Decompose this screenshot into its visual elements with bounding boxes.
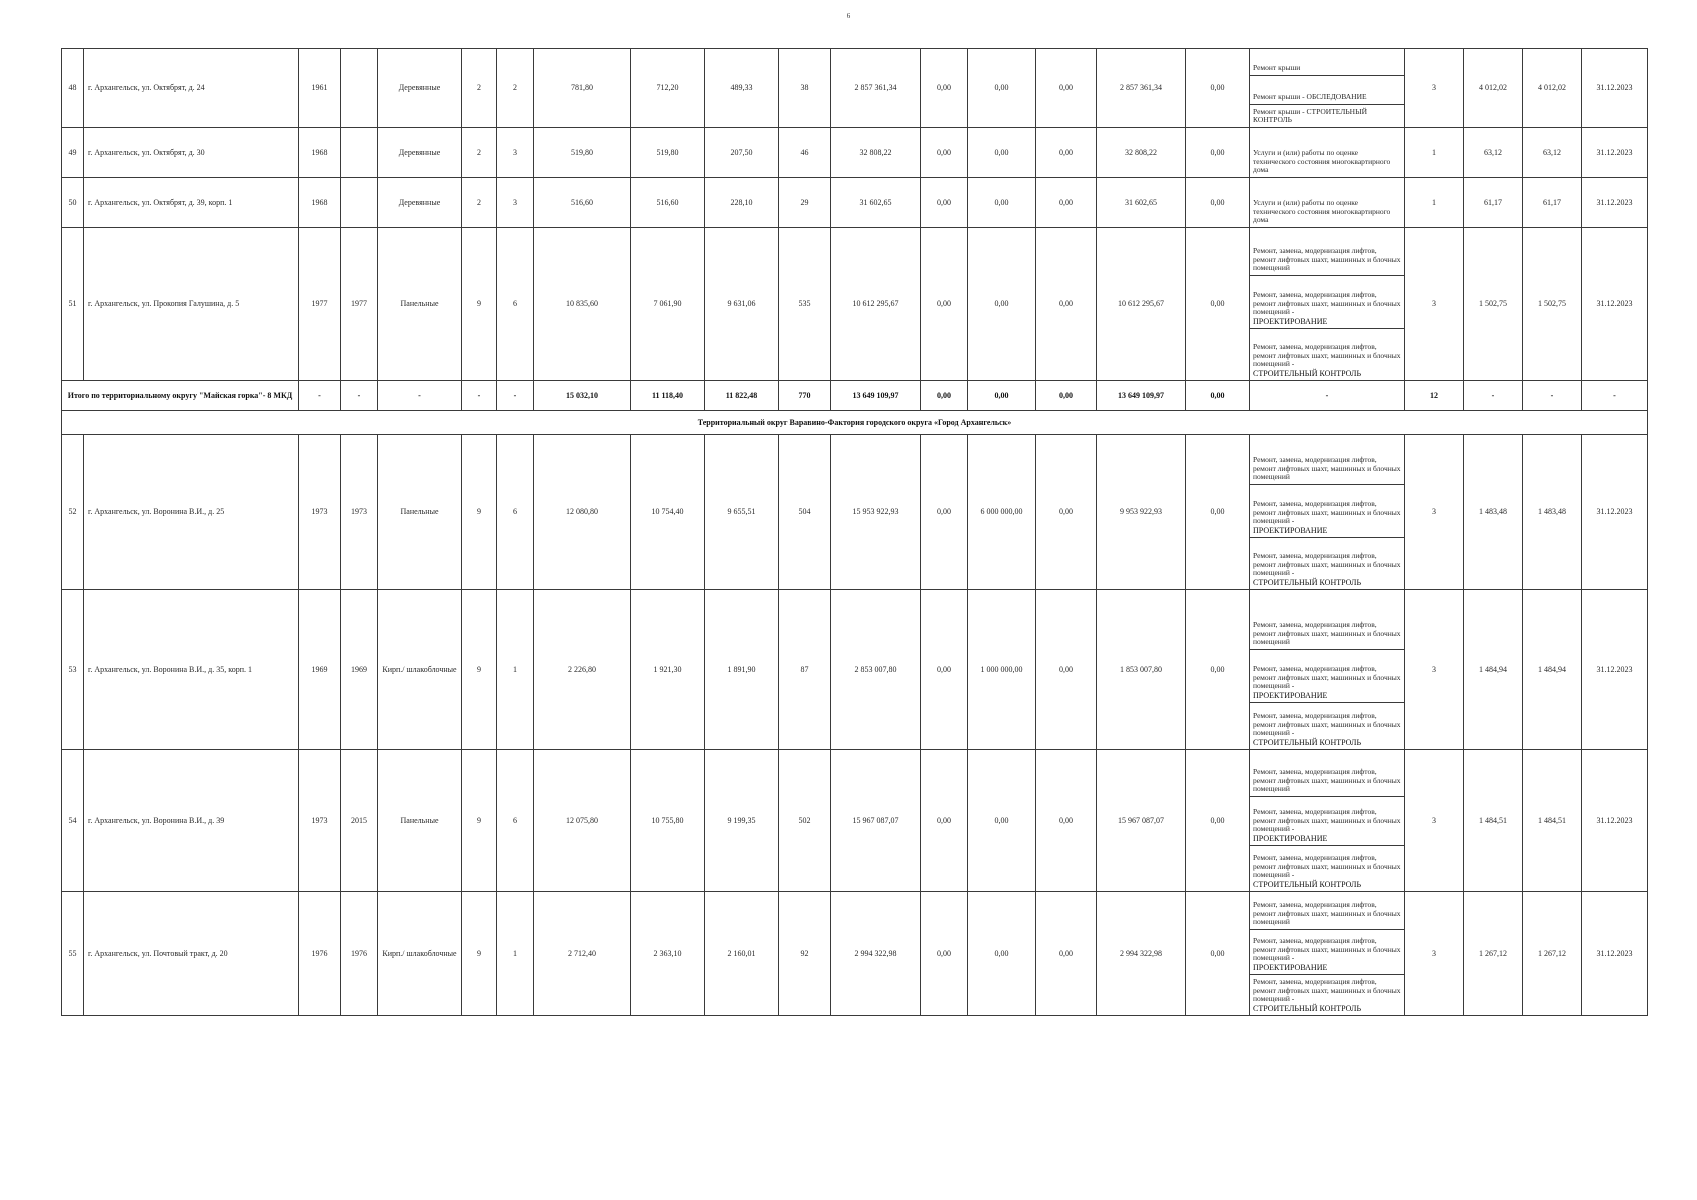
deadline: 31.12.2023	[1582, 892, 1648, 1016]
row-number: 48	[62, 49, 84, 128]
subtotal-dash: -	[462, 381, 497, 411]
work-stage-label: СТРОИТЕЛЬНЫЙ КОНТРОЛЬ	[1253, 879, 1362, 889]
work-type-cell	[1250, 76, 1405, 105]
work-type-description: Ремонт, замена, модернизация лифтов, ремонт лифтовых шахт, машинных и блочных помещений -	[1253, 806, 1401, 834]
work-type-cell	[1250, 49, 1405, 76]
row-number: 54	[62, 750, 84, 892]
floor-count: 9	[462, 892, 497, 1016]
unit-cost-max: 1 483,48	[1523, 435, 1582, 590]
work-type-cell	[1250, 178, 1405, 228]
unit-cost: 1 484,94	[1464, 590, 1523, 750]
cost-total: 10 612 295,67	[831, 228, 921, 381]
resident-count: 46	[779, 128, 831, 178]
work-type-cell	[1250, 846, 1405, 892]
resident-count: 535	[779, 228, 831, 381]
area-total: 12 080,80	[534, 435, 631, 590]
work-stage-label: СТРОИТЕЛЬНЫЙ КОНТРОЛЬ	[1253, 737, 1362, 747]
area-common: 9 655,51	[705, 435, 779, 590]
cost-fund: 0,00	[921, 590, 968, 750]
cost-owners: 32 808,22	[1097, 128, 1186, 178]
cost-local: 0,00	[1036, 892, 1097, 1016]
table-row	[62, 590, 1648, 650]
work-stage-label: СТРОИТЕЛЬНЫЙ КОНТРОЛЬ	[1253, 368, 1362, 378]
row-number: 51	[62, 228, 84, 381]
area-living: 516,60	[631, 178, 705, 228]
work-count: 3	[1405, 892, 1464, 1016]
resident-count: 29	[779, 178, 831, 228]
cost-owners: 31 602,65	[1097, 178, 1186, 228]
cost-fund: 0,00	[921, 892, 968, 1016]
work-stage-label: ПРОЕКТИРОВАНИЕ	[1253, 316, 1328, 326]
deadline: 31.12.2023	[1582, 435, 1648, 590]
cost-total: 31 602,65	[831, 178, 921, 228]
unit-cost-max: 4 012,02	[1523, 49, 1582, 128]
cost-fund: 0,00	[921, 49, 968, 128]
address: г. Архангельск, ул. Октябрят, д. 24	[84, 49, 299, 128]
area-common: 9 631,06	[705, 228, 779, 381]
work-type-cell	[1250, 703, 1405, 750]
deadline: 31.12.2023	[1582, 128, 1648, 178]
row-number: 52	[62, 435, 84, 590]
cost-owners: 15 967 087,07	[1097, 750, 1186, 892]
cost-local: 0,00	[1036, 750, 1097, 892]
work-stage-label: ПРОЕКТИРОВАНИЕ	[1253, 690, 1328, 700]
work-type-description: Ремонт крыши - СТРОИТЕЛЬНЫЙ КОНТРОЛЬ	[1253, 106, 1368, 125]
year-renovation: 2015	[341, 750, 378, 892]
work-count: 1	[1405, 128, 1464, 178]
area-total: 519,80	[534, 128, 631, 178]
unit-cost-max: 1 484,51	[1523, 750, 1582, 892]
area-common: 489,33	[705, 49, 779, 128]
floor-count: 9	[462, 228, 497, 381]
table-row	[62, 435, 1648, 485]
cost-owners: 2 994 322,98	[1097, 892, 1186, 1016]
work-type-description: Ремонт, замена, модернизация лифтов, ремонт лифтовых шахт, машинных и блочных помещений	[1253, 767, 1401, 794]
work-type-description: Ремонт, замена, модернизация лифтов, ремонт лифтовых шахт, машинных и блочных помещений	[1253, 620, 1401, 647]
cost-other: 0,00	[1186, 435, 1250, 590]
table-row	[62, 178, 1648, 228]
area-total: 12 075,80	[534, 750, 631, 892]
area-total: 2 226,80	[534, 590, 631, 750]
subtotal-dash: -	[1523, 381, 1582, 411]
work-count: 3	[1405, 228, 1464, 381]
section-heading-row	[62, 411, 1648, 435]
wall-material: Кирп./ шлакоблочные	[378, 590, 462, 750]
entrance-count: 3	[497, 128, 534, 178]
year-renovation: 1976	[341, 892, 378, 1016]
subtotal-area-living: 11 118,40	[631, 381, 705, 411]
cost-local: 0,00	[1036, 228, 1097, 381]
cost-local: 0,00	[1036, 178, 1097, 228]
year-renovation: 1973	[341, 435, 378, 590]
year-renovation	[341, 49, 378, 128]
work-type-cell	[1250, 435, 1405, 485]
work-type-description: Ремонт крыши	[1253, 63, 1301, 73]
cost-budget: 6 000 000,00	[968, 435, 1036, 590]
year-renovation: 1969	[341, 590, 378, 750]
work-type-description: Услуги и (или) работы по оценке технического состояния многоквартирного дома	[1253, 148, 1391, 175]
unit-cost-max: 61,17	[1523, 178, 1582, 228]
area-total: 516,60	[534, 178, 631, 228]
work-type-cell	[1250, 105, 1405, 128]
work-type-cell	[1250, 930, 1405, 975]
area-common: 9 199,35	[705, 750, 779, 892]
cost-fund: 0,00	[921, 128, 968, 178]
row-number: 49	[62, 128, 84, 178]
resident-count: 504	[779, 435, 831, 590]
cost-budget: 0,00	[968, 892, 1036, 1016]
wall-material: Деревянные	[378, 178, 462, 228]
deadline: 31.12.2023	[1582, 590, 1648, 750]
unit-cost: 1 502,75	[1464, 228, 1523, 381]
subtotal-cost-local: 0,00	[1036, 381, 1097, 411]
work-type-cell	[1250, 892, 1405, 930]
table-row	[62, 892, 1648, 930]
area-living: 1 921,30	[631, 590, 705, 750]
work-type-cell	[1250, 797, 1405, 846]
resident-count: 502	[779, 750, 831, 892]
resident-count: 92	[779, 892, 831, 1016]
work-type-description: Ремонт, замена, модернизация лифтов, ремонт лифтовых шахт, машинных и блочных помещений -	[1253, 663, 1401, 691]
work-type-cell	[1250, 128, 1405, 178]
year-built: 1961	[299, 49, 341, 128]
subtotal-dash: -	[341, 381, 378, 411]
cost-local: 0,00	[1036, 590, 1097, 750]
address: г. Архангельск, ул. Почтовый тракт, д. 20	[84, 892, 299, 1016]
capital-repair-register-table	[61, 48, 1648, 1016]
cost-owners: 10 612 295,67	[1097, 228, 1186, 381]
address: г. Архангельск, ул. Прокопия Галушина, д. 5	[84, 228, 299, 381]
wall-material: Деревянные	[378, 128, 462, 178]
cost-budget: 1 000 000,00	[968, 590, 1036, 750]
entrance-count: 6	[497, 435, 534, 590]
work-stage-label: СТРОИТЕЛЬНЫЙ КОНТРОЛЬ	[1253, 577, 1362, 587]
row-number: 50	[62, 178, 84, 228]
section-title: Территориальный округ Варавино-Фактория городского округа «Город Архангельск»	[62, 411, 1648, 435]
cost-local: 0,00	[1036, 49, 1097, 128]
year-built: 1973	[299, 435, 341, 590]
work-type-description: Ремонт, замена, модернизация лифтов, ремонт лифтовых шахт, машинных и блочных помещений -	[1253, 852, 1401, 880]
work-type-description: Ремонт, замена, модернизация лифтов, ремонт лифтовых шахт, машинных и блочных помещений -	[1253, 498, 1401, 526]
wall-material: Панельные	[378, 435, 462, 590]
resident-count: 38	[779, 49, 831, 128]
unit-cost-max: 63,12	[1523, 128, 1582, 178]
subtotal-dash: -	[1582, 381, 1648, 411]
subtotal-dash: -	[299, 381, 341, 411]
work-count: 3	[1405, 590, 1464, 750]
area-total: 781,80	[534, 49, 631, 128]
year-built: 1969	[299, 590, 341, 750]
unit-cost: 4 012,02	[1464, 49, 1523, 128]
year-built: 1977	[299, 228, 341, 381]
area-common: 228,10	[705, 178, 779, 228]
subtotal-section	[62, 381, 1648, 435]
wall-material: Панельные	[378, 228, 462, 381]
work-type-description: Ремонт, замена, модернизация лифтов, ремонт лифтовых шахт, машинных и блочных помещений -	[1253, 289, 1401, 317]
work-stage-label: ПРОЕКТИРОВАНИЕ	[1253, 962, 1328, 972]
subtotal-cost-budget: 0,00	[968, 381, 1036, 411]
floor-count: 2	[462, 178, 497, 228]
area-living: 10 755,80	[631, 750, 705, 892]
cost-total: 15 967 087,07	[831, 750, 921, 892]
row-number: 53	[62, 590, 84, 750]
cost-budget: 0,00	[968, 178, 1036, 228]
table-row	[62, 228, 1648, 276]
cost-other: 0,00	[1186, 49, 1250, 128]
address: г. Архангельск, ул. Воронина В.И., д. 35, корп. 1	[84, 590, 299, 750]
work-count: 3	[1405, 750, 1464, 892]
cost-budget: 0,00	[968, 750, 1036, 892]
cost-owners: 1 853 007,80	[1097, 590, 1186, 750]
work-type-cell	[1250, 276, 1405, 329]
entrance-count: 6	[497, 228, 534, 381]
unit-cost: 1 267,12	[1464, 892, 1523, 1016]
cost-owners: 2 857 361,34	[1097, 49, 1186, 128]
year-built: 1968	[299, 128, 341, 178]
area-living: 7 061,90	[631, 228, 705, 381]
unit-cost: 1 484,51	[1464, 750, 1523, 892]
address: г. Архангельск, ул. Октябрят, д. 30	[84, 128, 299, 178]
work-stage-label: ПРОЕКТИРОВАНИЕ	[1253, 525, 1328, 535]
year-renovation	[341, 178, 378, 228]
subtotal-dash: -	[1250, 381, 1405, 411]
work-type-description: Ремонт, замена, модернизация лифтов, ремонт лифтовых шахт, машинных и блочных помещений	[1253, 900, 1401, 927]
subtotal-dash: -	[378, 381, 462, 411]
deadline: 31.12.2023	[1582, 178, 1648, 228]
subtotal-label: Итого по территориальному округу "Майская горка"- 8 МКД	[62, 381, 299, 411]
wall-material: Деревянные	[378, 49, 462, 128]
work-type-cell	[1250, 485, 1405, 538]
floor-count: 9	[462, 435, 497, 590]
work-type-description: Ремонт, замена, модернизация лифтов, ремонт лифтовых шахт, машинных и блочных помещений	[1253, 455, 1401, 482]
floor-count: 2	[462, 128, 497, 178]
area-common: 207,50	[705, 128, 779, 178]
work-count: 1	[1405, 178, 1464, 228]
deadline: 31.12.2023	[1582, 49, 1648, 128]
area-living: 712,20	[631, 49, 705, 128]
subtotal-cost-total: 13 649 109,97	[831, 381, 921, 411]
area-living: 2 363,10	[631, 892, 705, 1016]
cost-other: 0,00	[1186, 228, 1250, 381]
work-type-description: Ремонт, замена, модернизация лифтов, ремонт лифтовых шахт, машинных и блочных помещений	[1253, 246, 1401, 273]
subtotal-residents: 770	[779, 381, 831, 411]
cost-owners: 9 953 922,93	[1097, 435, 1186, 590]
entrance-count: 6	[497, 750, 534, 892]
cost-fund: 0,00	[921, 750, 968, 892]
year-built: 1976	[299, 892, 341, 1016]
area-living: 10 754,40	[631, 435, 705, 590]
work-type-description: Ремонт, замена, модернизация лифтов, ремонт лифтовых шахт, машинных и блочных помещений -	[1253, 550, 1401, 578]
area-living: 519,80	[631, 128, 705, 178]
subtotal-cost-owners: 13 649 109,97	[1097, 381, 1186, 411]
cost-other: 0,00	[1186, 892, 1250, 1016]
wall-material: Панельные	[378, 750, 462, 892]
wall-material: Кирп./ шлакоблочные	[378, 892, 462, 1016]
cost-other: 0,00	[1186, 590, 1250, 750]
cost-fund: 0,00	[921, 435, 968, 590]
subtotal-row	[62, 381, 1648, 411]
cost-total: 2 853 007,80	[831, 590, 921, 750]
unit-cost: 63,12	[1464, 128, 1523, 178]
entrance-count: 1	[497, 590, 534, 750]
row-number: 55	[62, 892, 84, 1016]
resident-count: 87	[779, 590, 831, 750]
unit-cost: 1 483,48	[1464, 435, 1523, 590]
unit-cost-max: 1 502,75	[1523, 228, 1582, 381]
work-type-description: Ремонт, замена, модернизация лифтов, ремонт лифтовых шахт, машинных и блочных помещений -	[1253, 976, 1401, 1004]
page-number: 6	[846, 12, 851, 20]
work-type-description: Ремонт крыши - ОБСЛЕДОВАНИЕ	[1253, 92, 1367, 102]
work-type-cell	[1250, 228, 1405, 276]
territory-varavino-faktoriya-rows	[62, 435, 1648, 1016]
cost-other: 0,00	[1186, 178, 1250, 228]
work-type-cell	[1250, 329, 1405, 381]
subtotal-cost-other: 0,00	[1186, 381, 1250, 411]
address: г. Архангельск, ул. Октябрят, д. 39, корп. 1	[84, 178, 299, 228]
year-built: 1968	[299, 178, 341, 228]
subtotal-dash: -	[497, 381, 534, 411]
subtotal-area-common: 11 822,48	[705, 381, 779, 411]
subtotal-cost-fund: 0,00	[921, 381, 968, 411]
area-common: 2 160,01	[705, 892, 779, 1016]
table-row	[62, 49, 1648, 76]
floor-count: 2	[462, 49, 497, 128]
work-stage-label: ПРОЕКТИРОВАНИЕ	[1253, 833, 1328, 843]
cost-total: 2 994 322,98	[831, 892, 921, 1016]
cost-budget: 0,00	[968, 49, 1036, 128]
cost-other: 0,00	[1186, 128, 1250, 178]
subtotal-area-total: 15 032,10	[534, 381, 631, 411]
work-count: 3	[1405, 49, 1464, 128]
work-type-cell	[1250, 975, 1405, 1016]
year-renovation	[341, 128, 378, 178]
floor-count: 9	[462, 590, 497, 750]
table-row	[62, 750, 1648, 797]
area-common: 1 891,90	[705, 590, 779, 750]
territory-maiskaya-gorka-rows	[62, 49, 1648, 381]
entrance-count: 1	[497, 892, 534, 1016]
year-built: 1973	[299, 750, 341, 892]
work-type-cell	[1250, 650, 1405, 703]
cost-total: 2 857 361,34	[831, 49, 921, 128]
address: г. Архангельск, ул. Воронина В.И., д. 25	[84, 435, 299, 590]
unit-cost-max: 1 267,12	[1523, 892, 1582, 1016]
cost-fund: 0,00	[921, 178, 968, 228]
work-type-cell	[1250, 750, 1405, 797]
address: г. Архангельск, ул. Воронина В.И., д. 39	[84, 750, 299, 892]
entrance-count: 3	[497, 178, 534, 228]
subtotal-dash: -	[1464, 381, 1523, 411]
deadline: 31.12.2023	[1582, 228, 1648, 381]
cost-total: 32 808,22	[831, 128, 921, 178]
entrance-count: 2	[497, 49, 534, 128]
work-type-description: Услуги и (или) работы по оценке технического состояния многоквартирного дома	[1253, 198, 1391, 225]
cost-local: 0,00	[1036, 128, 1097, 178]
work-type-description: Ремонт, замена, модернизация лифтов, ремонт лифтовых шахт, машинных и блочных помещений -	[1253, 710, 1401, 738]
area-total: 10 835,60	[534, 228, 631, 381]
cost-budget: 0,00	[968, 228, 1036, 381]
year-renovation: 1977	[341, 228, 378, 381]
floor-count: 9	[462, 750, 497, 892]
work-type-description: Ремонт, замена, модернизация лифтов, ремонт лифтовых шахт, машинных и блочных помещений -	[1253, 341, 1401, 369]
work-count: 3	[1405, 435, 1464, 590]
area-total: 2 712,40	[534, 892, 631, 1016]
work-type-description: Ремонт, замена, модернизация лифтов, ремонт лифтовых шахт, машинных и блочных помещений -	[1253, 935, 1401, 963]
cost-total: 15 953 922,93	[831, 435, 921, 590]
unit-cost-max: 1 484,94	[1523, 590, 1582, 750]
cost-other: 0,00	[1186, 750, 1250, 892]
subtotal-work-count: 12	[1405, 381, 1464, 411]
cost-budget: 0,00	[968, 128, 1036, 178]
cost-local: 0,00	[1036, 435, 1097, 590]
deadline: 31.12.2023	[1582, 750, 1648, 892]
work-stage-label: СТРОИТЕЛЬНЫЙ КОНТРОЛЬ	[1253, 1003, 1362, 1013]
unit-cost: 61,17	[1464, 178, 1523, 228]
cost-fund: 0,00	[921, 228, 968, 381]
work-type-cell	[1250, 538, 1405, 590]
work-type-cell	[1250, 590, 1405, 650]
table-row	[62, 128, 1648, 178]
